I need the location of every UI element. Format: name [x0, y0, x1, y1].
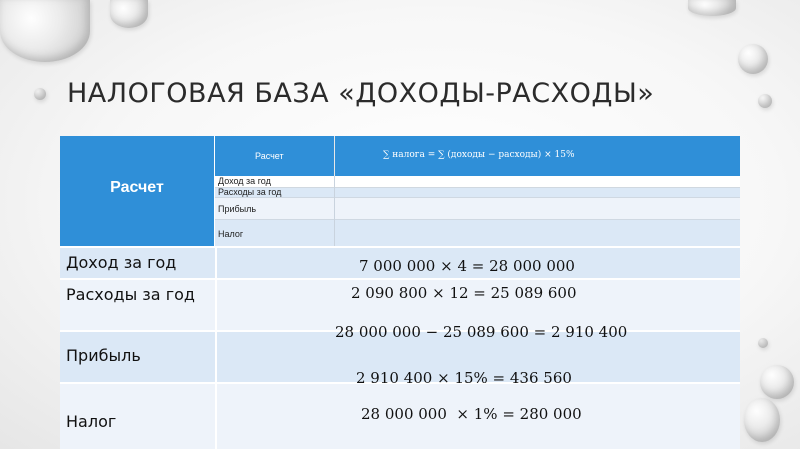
page-title: НАЛОГОВАЯ БАЗА «ДОХОДЫ-РАСХОДЫ» [67, 78, 655, 109]
water-drop-decoration [738, 44, 768, 74]
inner-row [215, 220, 740, 246]
water-drop-decoration [110, 0, 148, 28]
row-label-expenses: Расходы за год [66, 285, 195, 304]
water-drop-decoration [744, 398, 780, 442]
inner-row-label: Прибыль [218, 204, 257, 214]
water-drop-decoration [688, 0, 736, 16]
inner-header-label: Расчет [255, 151, 284, 161]
formula-profit: 28 000 000 − 25 089 600 = 2 910 400 [335, 323, 628, 341]
inner-column-divider [334, 176, 335, 246]
header-label: Расчет [110, 179, 164, 196]
row-label-tax: Налог [66, 412, 117, 431]
water-drop-decoration [758, 94, 772, 108]
formula-income: 7 000 000 × 4 = 28 000 000 [359, 257, 575, 275]
calculation-table [60, 136, 740, 449]
water-drop-decoration [34, 88, 46, 100]
table-header-cell [60, 136, 215, 246]
inner-header-row [215, 136, 740, 176]
inner-row-label: Налог [218, 229, 244, 239]
inner-row [215, 176, 740, 188]
inner-row [215, 198, 740, 220]
inner-row-label: Доход за год [218, 176, 271, 186]
inner-header-formula: ∑ налога = ∑ (доходы − расходы) × 15% [383, 150, 575, 160]
row-label-profit: Прибыль [66, 346, 141, 365]
column-divider [215, 246, 217, 449]
water-drop-decoration [758, 338, 768, 348]
water-drop-decoration [0, 0, 90, 62]
water-drop-decoration [760, 365, 794, 399]
inner-divider [334, 136, 335, 176]
formula-tax-15: 2 910 400 × 15% = 436 560 [356, 369, 572, 387]
inner-row-label: Расходы за год [218, 187, 282, 197]
row-label-income: Доход за год [66, 253, 177, 272]
formula-tax-1: 28 000 000 × 1% = 280 000 [361, 405, 582, 423]
inner-row [215, 188, 740, 198]
formula-expenses: 2 090 800 × 12 = 25 089 600 [351, 284, 577, 302]
